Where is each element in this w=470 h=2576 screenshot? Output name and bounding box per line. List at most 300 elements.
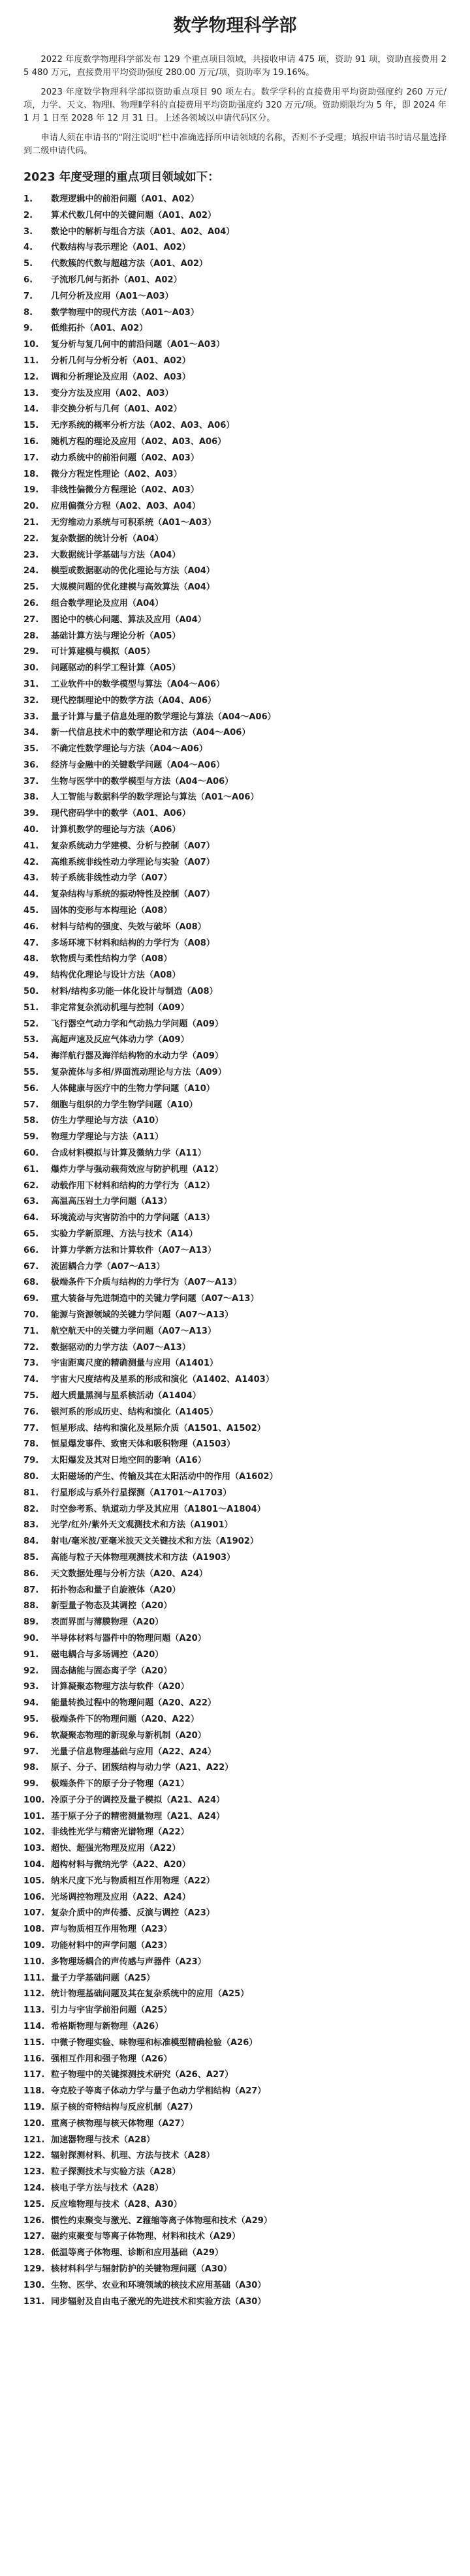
topic-item bbox=[24, 1825, 446, 1841]
topic-number: 1. bbox=[24, 194, 33, 204]
topic-text: 天文数据处理与分析方法（A20、A24） bbox=[51, 1568, 208, 1579]
topic-number: 3. bbox=[24, 226, 33, 237]
topic-text: 高能与粒子天体物理观测技术和方法（A1903） bbox=[51, 1552, 236, 1563]
topic-item bbox=[24, 1874, 446, 1890]
topic-number: 14. bbox=[24, 404, 39, 415]
topic-number: 70. bbox=[24, 1310, 39, 1320]
topic-number: 125. bbox=[24, 2199, 45, 2209]
topic-item bbox=[24, 741, 446, 758]
topic-text: 复杂结构与系统的振动特性及控制（A07） bbox=[51, 890, 215, 900]
topic-item bbox=[24, 2229, 446, 2245]
topic-text: 算术代数几何中的关键问题（A01、A02） bbox=[51, 210, 217, 220]
topic-item bbox=[24, 710, 446, 726]
topic-item bbox=[24, 2164, 446, 2181]
topic-item bbox=[24, 1502, 446, 1518]
topic-item bbox=[24, 903, 446, 920]
topic-number: 23. bbox=[24, 550, 39, 560]
topic-number: 42. bbox=[24, 857, 39, 867]
topic-number: 79. bbox=[24, 1456, 39, 1466]
topic-text: 多场环境下材料和结构的力学行为（A08） bbox=[51, 938, 215, 948]
topic-text: 粒子探测技术与实验方法（A28） bbox=[51, 2167, 181, 2178]
topic-item bbox=[24, 353, 446, 370]
topic-item bbox=[24, 644, 446, 661]
topic-text: 重离子核物理与核天体物理（A27） bbox=[51, 2118, 189, 2129]
topic-item bbox=[24, 1000, 446, 1017]
topic-item bbox=[24, 273, 446, 289]
topic-text: 超快、超强光物理及应用（A22） bbox=[51, 1844, 181, 1854]
topic-number: 8. bbox=[24, 307, 33, 318]
topic-text: 组合数学理论及应用（A04） bbox=[51, 598, 164, 608]
topic-text: 数学物理中的现代方法（A01～A03） bbox=[51, 307, 199, 318]
topic-item bbox=[24, 2197, 446, 2213]
topic-number: 2. bbox=[24, 210, 33, 220]
topic-number: 44. bbox=[24, 890, 39, 900]
topic-number: 82. bbox=[24, 1504, 39, 1514]
topic-number: 36. bbox=[24, 760, 39, 770]
topic-number: 100. bbox=[24, 1795, 45, 1805]
topic-number: 68. bbox=[24, 1278, 39, 1288]
topic-text: 飞行器空气动力学和气动热力学问题（A09） bbox=[51, 1019, 224, 1029]
topic-number: 118. bbox=[24, 2086, 45, 2097]
topic-number: 56. bbox=[24, 1083, 39, 1094]
topic-number: 76. bbox=[24, 1407, 39, 1417]
topic-item bbox=[24, 337, 446, 353]
topic-text: 经济与金融中的关键数学问题（A04～A06） bbox=[51, 760, 225, 770]
topic-item bbox=[24, 1486, 446, 1502]
topic-item bbox=[24, 2262, 446, 2278]
topic-text: 宇宙大尺度结构及星系的形成和演化（A1402、A1403） bbox=[51, 1375, 274, 1385]
topic-text: 新型量子物态及其调控（A20） bbox=[51, 1601, 172, 1611]
topic-text: 量子计算与量子信息处理的数学理论与算法（A04～A06） bbox=[51, 711, 276, 722]
topic-item bbox=[24, 806, 446, 822]
topic-number: 7. bbox=[24, 291, 33, 301]
topic-item bbox=[24, 1405, 446, 1421]
topic-text: 非线性偏微分方程理论（A02、A03） bbox=[51, 485, 199, 496]
topic-text: 变分方法及应用（A02、A03） bbox=[51, 388, 174, 398]
topic-text: 极端条件下介质与结构的力学行为（A07～A13） bbox=[51, 1278, 242, 1288]
topic-text: 现代控制理论中的数学方法（A04、A06） bbox=[51, 695, 217, 706]
topic-number: 85. bbox=[24, 1552, 39, 1563]
topic-item bbox=[24, 256, 446, 273]
topic-item bbox=[24, 1017, 446, 1033]
topic-item bbox=[24, 1971, 446, 1987]
topic-text: 超构材料与微纳光学（A22、A20） bbox=[51, 1860, 191, 1870]
topic-item bbox=[24, 2213, 446, 2230]
topic-text: 中微子物理实验、味物理和标准模型精确检验（A26） bbox=[51, 2037, 258, 2048]
topic-text: 物理力学理论与方法（A11） bbox=[51, 1132, 164, 1143]
topic-item bbox=[24, 677, 446, 693]
topic-item bbox=[24, 1583, 446, 1599]
topic-item bbox=[24, 321, 446, 337]
topic-item bbox=[24, 1890, 446, 1906]
intro-paragraph-2022-results: 2022 年度数学物理科学部发布 129 个重点项目领域，共接收申请 475 项，资助 91 项，资助直接费用 25 480 万元，直接费用平均资助强度 280.00 万元/项，资助率为 19.16%。 bbox=[24, 55, 446, 78]
topic-number: 116. bbox=[24, 2054, 45, 2064]
topic-number: 121. bbox=[24, 2134, 45, 2145]
topic-text: 现代密码学中的数学（A01、A06） bbox=[51, 809, 191, 819]
topic-item bbox=[24, 532, 446, 548]
topic-text: 非交换分析与几何（A01、A02） bbox=[51, 404, 182, 415]
topic-text: 应用偏微分方程（A02、A03、A04） bbox=[51, 502, 201, 512]
topic-number: 99. bbox=[24, 1779, 39, 1790]
topic-item bbox=[24, 1745, 446, 1761]
topic-item bbox=[24, 790, 446, 806]
topic-list bbox=[24, 192, 446, 2310]
topic-item bbox=[24, 1259, 446, 1276]
topic-number: 77. bbox=[24, 1423, 39, 1433]
topic-item bbox=[24, 855, 446, 871]
topic-item bbox=[24, 1518, 446, 1534]
topic-number: 110. bbox=[24, 1956, 45, 1967]
topic-item bbox=[24, 1065, 446, 1081]
intro-section bbox=[24, 53, 446, 158]
topic-number: 127. bbox=[24, 2232, 45, 2242]
topic-number: 25. bbox=[24, 582, 39, 593]
topic-text: 不确定性数学理论与方法（A04～A06） bbox=[51, 744, 208, 755]
topic-text: 辐射探测材料、机理、方法与技术（A28） bbox=[51, 2151, 215, 2161]
topic-item bbox=[24, 1146, 446, 1162]
topic-text: 低维拓扑（A01、A02） bbox=[51, 323, 148, 334]
topic-item bbox=[24, 1906, 446, 1922]
topic-number: 120. bbox=[24, 2118, 45, 2129]
topic-number: 49. bbox=[24, 970, 39, 981]
topic-text: 问题驱动的科学工程计算（A05） bbox=[51, 663, 181, 674]
topic-text: 恒星爆发事件、致密天体和吸积物理（A1503） bbox=[51, 1439, 236, 1450]
topic-item bbox=[24, 1793, 446, 1809]
topic-number: 95. bbox=[24, 1714, 39, 1724]
topic-item bbox=[24, 1566, 446, 1583]
topic-number: 101. bbox=[24, 1811, 45, 1821]
topic-item bbox=[24, 289, 446, 305]
topic-text: 无穷维动力系统与可积系统（A01～A03） bbox=[51, 517, 217, 528]
topic-number: 12. bbox=[24, 372, 39, 382]
topic-item bbox=[24, 1178, 446, 1195]
topic-number: 67. bbox=[24, 1261, 39, 1272]
topic-item bbox=[24, 224, 446, 241]
topic-item bbox=[24, 758, 446, 774]
topic-number: 111. bbox=[24, 1973, 45, 1983]
topic-number: 20. bbox=[24, 502, 39, 512]
topic-text: 计算机数学的理论与方法（A06） bbox=[51, 825, 181, 835]
topic-text: 重大装备与先进制造中的关键力学问题（A07～A13） bbox=[51, 1294, 259, 1304]
topic-text: 核电子学方法与技术（A28） bbox=[51, 2183, 164, 2194]
topic-item bbox=[24, 1324, 446, 1340]
topic-number: 39. bbox=[24, 809, 39, 819]
topic-text: 超大质量黑洞与星系核活动（A1404） bbox=[51, 1390, 201, 1401]
topic-number: 102. bbox=[24, 1827, 45, 1838]
topic-text: 半导体材料与器件中的物理问题（A20） bbox=[51, 1633, 206, 1643]
topic-item bbox=[24, 451, 446, 467]
topic-number: 89. bbox=[24, 1617, 39, 1628]
topic-item bbox=[24, 920, 446, 936]
topic-number: 113. bbox=[24, 2005, 45, 2016]
topic-text: 行星形成与系外行星探测（A1701～A1703） bbox=[51, 1488, 232, 1498]
topic-item bbox=[24, 1696, 446, 1712]
topic-number: 83. bbox=[24, 1520, 39, 1531]
topic-item bbox=[24, 725, 446, 741]
topic-item bbox=[24, 1922, 446, 1938]
topic-number: 45. bbox=[24, 906, 39, 916]
topic-number: 62. bbox=[24, 1180, 39, 1191]
topic-number: 103. bbox=[24, 1844, 45, 1854]
topic-item bbox=[24, 1210, 446, 1227]
topic-item bbox=[24, 2133, 446, 2149]
topic-number: 80. bbox=[24, 1471, 39, 1482]
topic-number: 26. bbox=[24, 598, 39, 608]
topic-number: 10. bbox=[24, 340, 39, 350]
topic-item bbox=[24, 2100, 446, 2116]
topic-item bbox=[24, 1275, 446, 1291]
topic-item bbox=[24, 2278, 446, 2294]
topic-number: 112. bbox=[24, 1989, 45, 1999]
topic-item bbox=[24, 1857, 446, 1874]
topic-text: 随机方程的理论及应用（A02、A03、A06） bbox=[51, 436, 227, 447]
topic-number: 32. bbox=[24, 695, 39, 706]
topic-number: 13. bbox=[24, 388, 39, 398]
topic-text: 复杂介质中的声传播、反演与调控（A23） bbox=[51, 1908, 215, 1919]
topic-number: 48. bbox=[24, 954, 39, 965]
topic-number: 22. bbox=[24, 533, 39, 544]
topic-text: 能源与资源领域的关键力学问题（A07～A13） bbox=[51, 1310, 234, 1320]
topic-item bbox=[24, 968, 446, 984]
topic-item bbox=[24, 2116, 446, 2133]
topic-number: 52. bbox=[24, 1019, 39, 1029]
topic-number: 122. bbox=[24, 2151, 45, 2161]
topic-number: 104. bbox=[24, 1860, 45, 1870]
topic-item bbox=[24, 1760, 446, 1776]
topic-text: 动力系统中的前沿问题（A02、A03） bbox=[51, 453, 199, 463]
topic-text: 数理逻辑中的前沿问题（A01、A02） bbox=[51, 194, 199, 204]
topic-item bbox=[24, 1550, 446, 1566]
topic-text: 新一代信息技术中的数学理论和方法（A04～A06） bbox=[51, 728, 251, 738]
topic-text: 调和分析理论及应用（A02、A03） bbox=[51, 372, 191, 382]
topic-text: 细胞与组织的力学生物学问题（A10） bbox=[51, 1100, 198, 1110]
topic-number: 37. bbox=[24, 776, 39, 786]
topic-text: 恒星形成、结构和演化及星际介质（A1501、A1502） bbox=[51, 1423, 266, 1433]
topic-text: 分析几何与分析分析（A01、A02） bbox=[51, 355, 191, 366]
topic-item bbox=[24, 548, 446, 564]
topic-item bbox=[24, 1162, 446, 1178]
topic-item bbox=[24, 580, 446, 596]
topic-number: 81. bbox=[24, 1488, 39, 1498]
topic-number: 69. bbox=[24, 1294, 39, 1304]
topic-item bbox=[24, 1421, 446, 1437]
topic-number: 41. bbox=[24, 841, 39, 851]
topic-number: 47. bbox=[24, 938, 39, 948]
topic-text: 反应堆物理与技术（A28、A30） bbox=[51, 2199, 182, 2209]
topic-number: 31. bbox=[24, 679, 39, 689]
topic-number: 98. bbox=[24, 1763, 39, 1773]
topic-number: 108. bbox=[24, 1925, 45, 1935]
topic-number: 38. bbox=[24, 792, 39, 803]
topic-text: 复杂流体与多相/界面流动理论与方法（A09） bbox=[51, 1068, 227, 1078]
topic-text: 冷原子分子的调控及量子模拟（A21、A24） bbox=[51, 1795, 225, 1805]
topic-item bbox=[24, 1243, 446, 1259]
topic-text: 能量转换过程中的物理问题（A20、A22） bbox=[51, 1698, 217, 1709]
topic-number: 64. bbox=[24, 1213, 39, 1223]
topic-item bbox=[24, 1340, 446, 1356]
topic-number: 11. bbox=[24, 355, 39, 366]
topic-number: 124. bbox=[24, 2183, 45, 2194]
topic-item bbox=[24, 1679, 446, 1696]
topic-text: 计算力学新方法和计算软件（A07～A13） bbox=[51, 1245, 217, 1255]
topic-item bbox=[24, 467, 446, 483]
topic-number: 51. bbox=[24, 1002, 39, 1013]
topic-number: 43. bbox=[24, 873, 39, 884]
topic-text: 宇宙距离尺度的精确测量与应用（A1401） bbox=[51, 1358, 219, 1369]
topic-item bbox=[24, 839, 446, 855]
topic-item bbox=[24, 1356, 446, 1372]
topic-item bbox=[24, 1728, 446, 1745]
topic-item bbox=[24, 1809, 446, 1825]
topic-item bbox=[24, 2019, 446, 2035]
intro-paragraph-2023-plan: 2023 年度数学物理科学部拟资助重点项目 90 项左右。数学学科的直接费用平均资助强度约 260 万元/项，力学、天文、物理Ⅰ、物理Ⅱ学科的直接费用平均资助强度约 320 万元/项。资助期限均为 5 年，即 2024 年 1 月 1 日至 2028 年 12 月 31 日。上述各领域以申请代码区分。 bbox=[24, 87, 446, 123]
topic-text: 声与物质相互作用物理（A23） bbox=[51, 1925, 172, 1935]
topic-item bbox=[24, 1776, 446, 1793]
topic-item bbox=[24, 1986, 446, 2003]
topic-item bbox=[24, 1938, 446, 1954]
topic-item bbox=[24, 822, 446, 839]
topic-text: 仿生力学理论与方法（A10） bbox=[51, 1116, 164, 1126]
topic-number: 61. bbox=[24, 1164, 39, 1175]
topic-number: 84. bbox=[24, 1536, 39, 1547]
topic-number: 88. bbox=[24, 1601, 39, 1611]
topic-item bbox=[24, 1712, 446, 1728]
topic-text: 磁电耦合与多场调控（A20） bbox=[51, 1649, 164, 1660]
topic-number: 86. bbox=[24, 1568, 39, 1579]
topic-item bbox=[24, 871, 446, 887]
topic-text: 软物质与柔性结构力学（A08） bbox=[51, 954, 172, 965]
topic-text: 原子、分子、团簇结构与动力学（A21、A22） bbox=[51, 1763, 234, 1773]
topic-item bbox=[24, 483, 446, 499]
topic-number: 57. bbox=[24, 1100, 39, 1110]
topic-item bbox=[24, 936, 446, 952]
topic-section-title: 2023 年度受理的重点项目领域如下： bbox=[24, 171, 219, 184]
topic-number: 93. bbox=[24, 1682, 39, 1692]
topic-number: 55. bbox=[24, 1068, 39, 1078]
page-title: 数学物理科学部 bbox=[173, 16, 297, 36]
topic-text: 统计物理基础问题及其在复杂系统中的应用（A25） bbox=[51, 1989, 249, 1999]
topic-text: 非线性光学与精密光谱物理（A22） bbox=[51, 1827, 189, 1838]
topic-number: 92. bbox=[24, 1666, 39, 1676]
topic-number: 19. bbox=[24, 485, 39, 496]
topic-text: 极端条件下的原子分子物理（A21） bbox=[51, 1779, 189, 1790]
topic-text: 希格斯物理与新物理（A26） bbox=[51, 2022, 164, 2032]
topic-text: 人工智能与数据科学的数学理论与算法（A01～A06） bbox=[51, 792, 259, 803]
topic-number: 130. bbox=[24, 2280, 45, 2290]
topic-number: 91. bbox=[24, 1649, 39, 1660]
topic-number: 115. bbox=[24, 2037, 45, 2048]
topic-number: 119. bbox=[24, 2103, 45, 2113]
topic-text: 大规模问题的优化建模与高效算法（A04） bbox=[51, 582, 215, 593]
topic-item bbox=[24, 887, 446, 903]
topic-item bbox=[24, 1631, 446, 1647]
topic-item bbox=[24, 629, 446, 645]
topic-text: 同步辐射及自由电子激光的先进技术和实验方法（A30） bbox=[51, 2296, 266, 2307]
topic-item bbox=[24, 1469, 446, 1486]
topic-number: 73. bbox=[24, 1358, 39, 1369]
topic-number: 123. bbox=[24, 2167, 45, 2178]
topic-number: 17. bbox=[24, 453, 39, 463]
topic-number: 54. bbox=[24, 1051, 39, 1062]
topic-text: 纳米尺度下光与物质相互作用物理（A22） bbox=[51, 1876, 215, 1886]
topic-number: 129. bbox=[24, 2264, 45, 2274]
topic-text: 粒子物理中的关键探测技术研究（A26、A27） bbox=[51, 2070, 234, 2080]
topic-item bbox=[24, 2003, 446, 2019]
topic-number: 90. bbox=[24, 1633, 39, 1643]
topic-item bbox=[24, 192, 446, 208]
topic-item bbox=[24, 1954, 446, 1971]
topic-text: 基础计算方法与理论分析（A05） bbox=[51, 631, 181, 641]
topic-number: 46. bbox=[24, 921, 39, 932]
topic-text: 功能材料中的声学问题（A23） bbox=[51, 1941, 172, 1951]
topic-number: 63. bbox=[24, 1197, 39, 1207]
topic-number: 28. bbox=[24, 631, 39, 641]
topic-text: 航空航天中的关键力学问题（A07～A13） bbox=[51, 1326, 217, 1336]
topic-number: 75. bbox=[24, 1390, 39, 1401]
topic-item bbox=[24, 596, 446, 612]
topic-text: 量子力学基础问题（A25） bbox=[51, 1973, 155, 1983]
topic-number: 94. bbox=[24, 1698, 39, 1709]
topic-text: 环境流动与灾害防治中的力学问题（A13） bbox=[51, 1213, 215, 1223]
topic-text: 光场调控物理及应用（A22、A24） bbox=[51, 1892, 191, 1902]
topic-number: 6. bbox=[24, 275, 33, 285]
topic-item bbox=[24, 1598, 446, 1615]
topic-item bbox=[24, 1081, 446, 1098]
topic-text: 光量子信息物理基础与应用（A22、A24） bbox=[51, 1746, 217, 1757]
intro-paragraph-application-note: 申请人须在申请书的“附注说明”栏中准确选择所申请领域的名称，否则不予受理；填报申请书时请尽量选择到二级申请代码。 bbox=[24, 133, 446, 156]
topic-number: 53. bbox=[24, 1035, 39, 1045]
topic-text: 核材料科学与辐射防护的关键物理问题（A30） bbox=[51, 2264, 232, 2274]
topic-item bbox=[24, 434, 446, 451]
topic-number: 74. bbox=[24, 1375, 39, 1385]
topic-text: 高维系统非线性动力学理论与实验（A07） bbox=[51, 857, 215, 867]
topic-text: 强相互作用和强子物理（A26） bbox=[51, 2054, 172, 2064]
topic-text: 生物、医学、农业和环境领域的核技术应用基础（A30） bbox=[51, 2280, 266, 2290]
topic-item bbox=[24, 2294, 446, 2311]
topic-text: 引力与宇宙学前沿问题（A25） bbox=[51, 2005, 172, 2016]
topic-text: 结构优化理论与设计方法（A08） bbox=[51, 970, 181, 981]
topic-item bbox=[24, 1032, 446, 1049]
topic-number: 21. bbox=[24, 517, 39, 528]
topic-text: 计算凝聚态物理方法与软件（A20） bbox=[51, 1682, 189, 1692]
topic-text: 子流形几何与拓扑（A01、A02） bbox=[51, 275, 182, 285]
topic-text: 原子核的奇特结构与反应机制（A27） bbox=[51, 2103, 198, 2113]
topic-item bbox=[24, 2052, 446, 2068]
topic-number: 114. bbox=[24, 2022, 45, 2032]
topic-number: 4. bbox=[24, 243, 33, 253]
topic-item bbox=[24, 2148, 446, 2164]
topic-item bbox=[24, 693, 446, 710]
topic-text: 非定常复杂流动机理与控制（A09） bbox=[51, 1002, 189, 1013]
topic-text: 图论中的核心问题、算法及应用（A04） bbox=[51, 614, 206, 625]
topic-item bbox=[24, 1291, 446, 1308]
topic-number: 30. bbox=[24, 663, 39, 674]
topic-text: 复杂数据的统计分析（A04） bbox=[51, 533, 164, 544]
topic-number: 109. bbox=[24, 1941, 45, 1951]
topic-text: 微分方程定性理论（A02、A03） bbox=[51, 469, 182, 479]
topic-text: 几何分析及应用（A01～A03） bbox=[51, 291, 174, 301]
topic-item bbox=[24, 2181, 446, 2197]
topic-number: 128. bbox=[24, 2248, 45, 2258]
topic-text: 无序系统的概率分析方法（A02、A03、A06） bbox=[51, 421, 235, 431]
topic-number: 97. bbox=[24, 1746, 39, 1757]
topic-number: 58. bbox=[24, 1116, 39, 1126]
topic-number: 40. bbox=[24, 825, 39, 835]
topic-item bbox=[24, 563, 446, 580]
topic-text: 表面界面与薄膜物理（A20） bbox=[51, 1617, 164, 1628]
topic-text: 高温高压岩土力学问题（A13） bbox=[51, 1197, 172, 1207]
topic-text: 数论中的解析与组合方法（A01、A02、A04） bbox=[51, 226, 235, 237]
